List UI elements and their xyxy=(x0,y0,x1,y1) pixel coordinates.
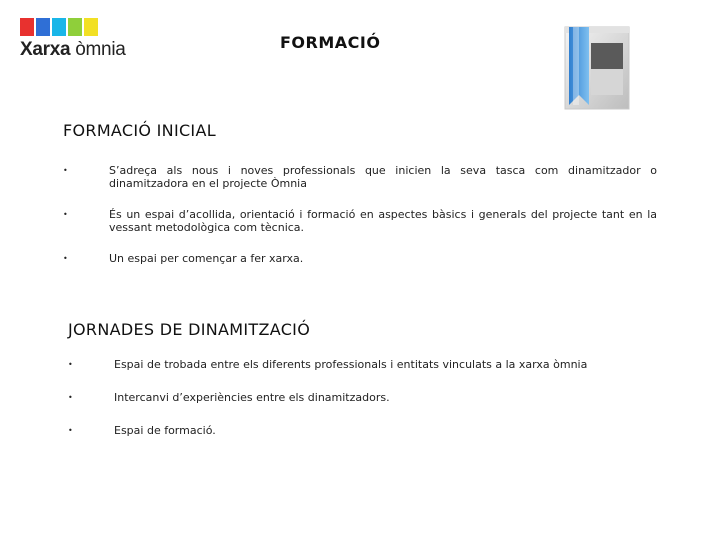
logo-brand-light: òmnia xyxy=(75,39,126,60)
list-item xyxy=(68,424,658,457)
list-item xyxy=(63,252,657,296)
list-item-text: S’adreça als nous i noves professionals que inicien la seva tasca com dinamitzador o dinamitzadora en el projecte Òmnia xyxy=(109,164,657,190)
bullet-icon: • xyxy=(63,210,68,219)
section-title-jornades-dinamitzacio: JORNADES DE DINAMITZACIÓ xyxy=(68,320,311,339)
list-item xyxy=(68,391,658,424)
bullet-icon: • xyxy=(68,426,73,435)
formacio-inicial-list xyxy=(63,164,657,296)
logo-square-yellow xyxy=(84,18,98,36)
list-item-text: És un espai d’acollida, orientació i formació en aspectes bàsics i generals del projecte tant en la vessant metodològica com tècnica. xyxy=(109,208,657,234)
logo-square-cyan xyxy=(52,18,66,36)
bullet-icon: • xyxy=(63,166,68,175)
slide-title: FORMACIÓ xyxy=(280,33,381,52)
logo-brand-bold: Xarxa xyxy=(20,39,71,60)
logo-square-green xyxy=(68,18,82,36)
bullet-icon: • xyxy=(63,254,68,263)
jornades-dinamitzacio-list xyxy=(68,358,658,457)
list-item xyxy=(68,358,658,391)
list-item-text: Espai de trobada entre els diferents professionals i entitats vinculats a la xarxa òmnia xyxy=(114,358,588,371)
logo-square-red xyxy=(20,18,34,36)
list-item-text: Intercanvi d’experiències entre els dinamitzadors. xyxy=(114,391,390,404)
xarxa-omnia-logo xyxy=(20,18,140,62)
list-item xyxy=(63,164,657,208)
bookmark-ribbon-graphic xyxy=(563,25,633,113)
logo-color-squares xyxy=(20,18,140,36)
list-item xyxy=(63,208,657,252)
bookmark-ribbon-icon xyxy=(563,25,633,113)
logo-square-blue xyxy=(36,18,50,36)
bullet-icon: • xyxy=(68,393,73,402)
logo-wordmark xyxy=(20,39,140,61)
list-item-text: Espai de formació. xyxy=(114,424,216,437)
list-item-text: Un espai per començar a fer xarxa. xyxy=(109,252,304,265)
bullet-icon: • xyxy=(68,360,73,369)
section-title-formacio-inicial: FORMACIÓ INICIAL xyxy=(63,121,216,140)
